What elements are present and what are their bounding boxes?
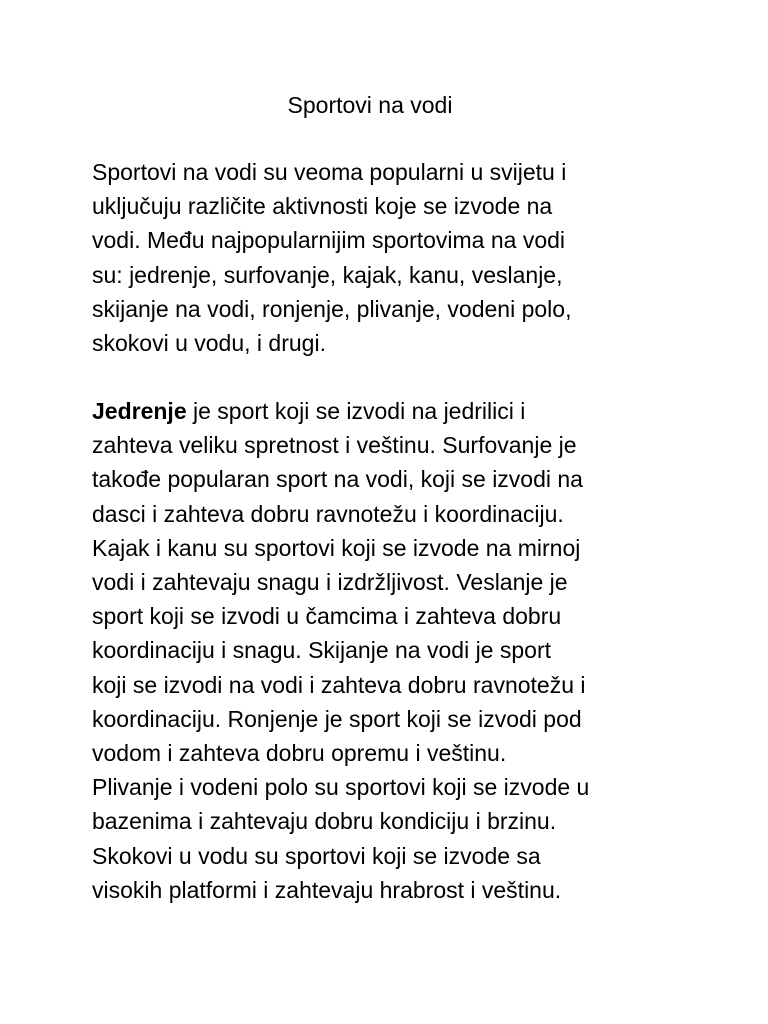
text-line: sport koji se izvodi u čamcima i zahteva dobru — [92, 603, 562, 630]
text-line: zahteva veliku spretnost i veštinu. Surfovanje je — [92, 432, 577, 459]
text-line: Sportovi na vodi su veoma popularni u svijetu i — [92, 159, 567, 185]
text-line: bazenima i zahtevaju dobru kondiciju i brzinu. — [92, 808, 557, 835]
bold-lead-term: Jedrenje — [92, 398, 187, 424]
text-line: Kajak i kanu su sportovi koji se izvode na mirnoj — [92, 534, 581, 561]
text-line: vodi. Među najpopularnijim sportovima na vodi — [92, 227, 566, 254]
text-line: dasci i zahteva dobru ravnotežu i koordinaciju. — [92, 500, 564, 527]
text-line: su: jedrenje, surfovanje, kajak, kanu, veslanje, — [92, 261, 563, 288]
paragraph-details — [92, 394, 589, 907]
text-line: vodom i zahteva dobru opremu i veštinu. — [92, 740, 507, 767]
text-line-first — [92, 394, 589, 428]
text-line: koordinaciju. Ronjenje je sport koji se izvodi pod — [92, 705, 582, 732]
first-line-rest: je sport koji se izvodi na jedrilici i — [186, 398, 526, 424]
text-line: uključuju različite aktivnosti koje se izvode na — [92, 193, 553, 220]
text-line: vodi i zahtevaju snagu i izdržljivost. Veslanje je — [92, 569, 568, 596]
text-line: skijanje na vodi, ronjenje, plivanje, vodeni polo, — [92, 295, 572, 322]
text-line: Plivanje i vodeni polo su sportovi koji se izvode u — [92, 774, 590, 801]
text-line: koji se izvodi na vodi i zahteva dobru ravnotežu i — [92, 671, 586, 698]
text-line: skokovi u vodu, i drugi. — [92, 330, 326, 357]
text-line: visokih platformi i zahtevaju hrabrost i veštinu. — [92, 876, 562, 903]
document-title: Sportovi na vodi — [287, 92, 453, 118]
text-line: Skokovi u vodu su sportovi koji se izvode sa — [92, 842, 541, 869]
text-line: takođe popularan sport na vodi, koji se izvodi na — [92, 466, 583, 493]
text-line: koordinaciju i snagu. Skijanje na vodi je sport — [92, 637, 551, 664]
paragraph-intro — [92, 155, 571, 360]
